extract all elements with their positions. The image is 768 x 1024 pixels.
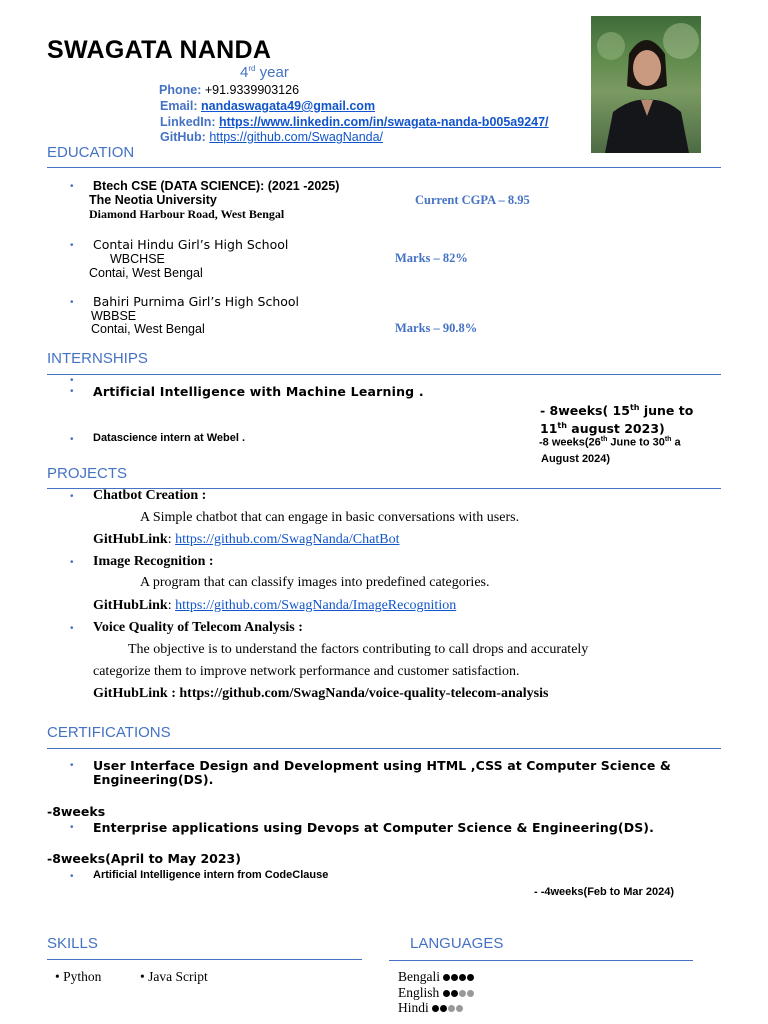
certification-duration: -8weeks <box>47 804 106 819</box>
project-description: A program that can classify images into predefined categories. <box>140 575 490 590</box>
dot-empty-icon <box>448 1005 455 1012</box>
dot-filled-icon <box>451 974 458 981</box>
section-heading-skills: SKILLS <box>47 935 98 952</box>
linkedin-link[interactable]: https://www.linkedin.com/in/swagata-nanda-b005a9247/ <box>219 115 549 129</box>
contact-email <box>160 99 375 113</box>
phone-value: +91.9339903126 <box>204 83 300 97</box>
education-divider <box>47 167 721 168</box>
project-link: GitHubLink: https://github.com/SwagNanda/ChatBot <box>93 532 400 547</box>
language-name: Bengali <box>398 969 440 984</box>
dot-filled-icon <box>440 1005 447 1012</box>
duration-start: -8 weeks(26 <box>539 436 601 449</box>
project-title: Chatbot Creation : <box>93 488 207 503</box>
skills-divider <box>47 959 362 960</box>
email-label: Email: <box>160 99 198 113</box>
proficiency-dots <box>443 969 475 984</box>
project-link-label: GitHubLink <box>93 598 168 613</box>
bullet-icon: • <box>70 240 74 251</box>
project-link: GitHubLink: https://github.com/SwagNanda/ImageRecognition <box>93 598 457 613</box>
education-school: Bahiri Purnima Girl’s High School <box>93 294 300 309</box>
bullet-icon: • <box>70 434 74 445</box>
email-link[interactable]: nandaswagata49@gmail.com <box>201 99 376 113</box>
section-heading-internships: INTERNSHIPS <box>47 350 148 367</box>
project-description: The objective is to understand the factors contributing to call drops and accurately <box>128 642 589 657</box>
education-school: Contai Hindu Girl’s High School <box>93 237 289 252</box>
project-title: Voice Quality of Telecom Analysis : <box>93 620 303 635</box>
certification-duration: - -4weeks(Feb to Mar 2024) <box>534 886 674 898</box>
education-score: Marks – 82% <box>395 251 468 265</box>
duration-mid: june to <box>639 403 694 419</box>
certification-duration: -8weeks(April to May 2023) <box>47 851 241 866</box>
duration-end: a <box>671 436 681 449</box>
language-name: English <box>398 985 440 1000</box>
ordinal-suffix: th <box>664 436 672 443</box>
candidate-name: SWAGATA NANDA <box>47 36 272 64</box>
section-heading-certifications: CERTIFICATIONS <box>47 724 171 741</box>
dot-empty-icon <box>459 990 466 997</box>
contact-phone <box>159 83 299 97</box>
phone-label: Phone: <box>159 83 202 97</box>
bullet-icon: • <box>70 871 74 882</box>
proficiency-dots <box>443 985 475 1000</box>
certifications-divider <box>47 748 721 749</box>
dot-empty-icon <box>467 990 474 997</box>
education-board: WBBSE <box>91 309 137 323</box>
duration-end: 11 <box>540 421 558 437</box>
github-label: GitHub: <box>160 130 206 144</box>
ordinal-suffix: th <box>600 436 608 443</box>
contact-github <box>160 130 383 144</box>
proficiency-dots <box>432 1000 464 1015</box>
bullet-icon: • <box>70 181 74 192</box>
language-row-bengali <box>398 969 475 985</box>
dot-filled-icon <box>432 1005 439 1012</box>
section-heading-education: EDUCATION <box>47 144 135 161</box>
dot-filled-icon <box>467 974 474 981</box>
ordinal-suffix: th <box>557 421 567 431</box>
skill-item: • Java Script <box>140 969 208 984</box>
project-title: Image Recognition : <box>93 554 214 569</box>
ordinal-suffix: th <box>629 403 640 412</box>
project-link[interactable]: GitHubLink : https://github.com/SwagNanda/voice-quality-telecom-analysis <box>93 686 549 701</box>
duration-end-rest: august 2023) <box>566 421 665 437</box>
education-location: Contai, West Bengal <box>89 266 203 280</box>
dot-filled-icon <box>443 974 450 981</box>
dot-filled-icon <box>443 990 450 997</box>
language-row-hindi <box>398 1000 464 1016</box>
section-heading-languages: LANGUAGES <box>410 935 504 952</box>
education-location: Diamond Harbour Road, West Bengal <box>89 207 285 221</box>
linkedin-label: LinkedIn: <box>160 115 216 129</box>
languages-divider <box>389 960 693 961</box>
person-silhouette-icon <box>591 16 701 153</box>
year-suffix: rd <box>248 64 256 73</box>
education-board: WBCHSE <box>110 252 165 266</box>
project-link-url[interactable]: https://github.com/SwagNanda/ImageRecognition <box>175 598 457 613</box>
internship-duration <box>540 400 693 436</box>
project-link-label: GitHubLink <box>93 532 168 547</box>
bullet-icon: • <box>70 375 74 386</box>
profile-photo <box>591 16 701 153</box>
skill-item: • Python <box>55 969 102 984</box>
project-description: A Simple chatbot that can engage in basic conversations with users. <box>140 510 520 525</box>
dot-filled-icon <box>459 974 466 981</box>
duration-mid: June to 30 <box>607 436 665 449</box>
github-link[interactable]: https://github.com/SwagNanda/ <box>209 130 384 144</box>
education-degree: Btech CSE (DATA SCIENCE): (2021 -2025) <box>93 179 340 193</box>
bullet-icon: • <box>70 297 74 308</box>
bullet-icon: • <box>70 623 74 634</box>
certification-title: Enterprise applications using Devops at Computer Science & Engineering(DS). <box>93 820 654 835</box>
year-of-study <box>240 64 289 81</box>
certification-title: User Interface Design and Development using HTML ,CSS at Computer Science & <box>93 758 671 773</box>
project-description: categorize them to improve network performance and customer satisfaction. <box>93 664 520 679</box>
language-row-english <box>398 985 475 1001</box>
contact-linkedin <box>160 115 549 129</box>
bullet-icon: • <box>70 822 74 833</box>
education-institution: The Neotia University <box>89 193 217 207</box>
duration-line2: August 2024) <box>541 452 611 465</box>
language-name: Hindi <box>398 1000 429 1015</box>
dot-filled-icon <box>451 990 458 997</box>
project-link-url[interactable]: https://github.com/SwagNanda/ChatBot <box>175 532 400 547</box>
education-score: Marks – 90.8% <box>395 321 478 335</box>
bullet-icon: • <box>70 760 74 771</box>
year-word: year <box>259 64 289 81</box>
certification-title: Artificial Intelligence intern from CodeClause <box>93 869 329 881</box>
duration-start: - 8weeks( 15 <box>540 403 630 419</box>
internship-duration <box>539 432 681 467</box>
internships-divider <box>47 374 721 375</box>
internship-title: Datascience intern at Webel . <box>93 432 246 444</box>
certification-title-cont: Engineering(DS). <box>93 772 214 787</box>
internship-title: Artificial Intelligence with Machine Learning . <box>93 384 424 399</box>
bullet-icon: • <box>70 557 74 568</box>
dot-empty-icon <box>456 1005 463 1012</box>
bullet-icon: • <box>70 491 74 502</box>
bullet-icon: • <box>70 386 74 397</box>
education-location: Contai, West Bengal <box>91 322 205 336</box>
year-number: 4 <box>240 64 249 81</box>
education-score: Current CGPA – 8.95 <box>415 193 530 207</box>
section-heading-projects: PROJECTS <box>47 465 128 482</box>
